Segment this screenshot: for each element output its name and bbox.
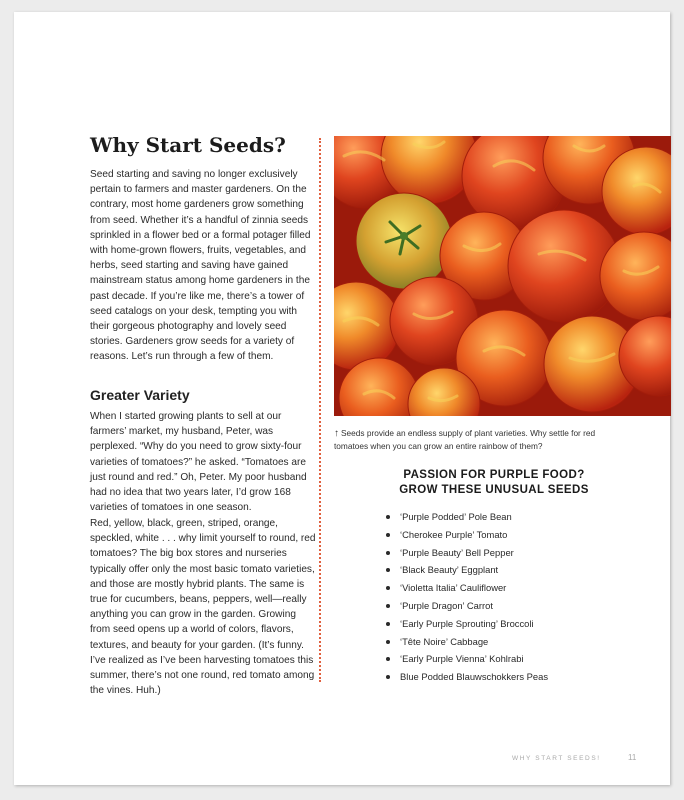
list-item: ‘Early Purple Vienna’ Kohlrabi	[386, 650, 548, 668]
sidebar-title: PASSION FOR PURPLE FOOD? GROW THESE UNUSUAL SEEDS	[399, 469, 589, 496]
list-item: ‘Cherokee Purple’ Tomato	[386, 526, 548, 544]
variety-paragraph-1: When I started growing plants to sell at our farmers’ market, my husband, Peter, was perplexed. “Why do you need to grow sixty-four varieties of tomatoes?” he asked. “Tomatoes are just round and red.” Oh, Peter. My poor husband had no idea that two years later, I’d grow 168 varieties of tomatoes in one season.	[90, 411, 307, 514]
bullet-icon	[386, 622, 390, 626]
list-item: ‘Purple Beauty’ Bell Pepper	[386, 544, 548, 562]
bullet-icon	[386, 675, 390, 679]
list-item: ‘Purple Dragon’ Carrot	[386, 597, 548, 615]
list-item: ‘Violetta Italia’ Cauliflower	[386, 579, 548, 597]
bullet-icon	[386, 515, 390, 519]
bullet-icon	[386, 604, 390, 608]
intro-paragraph: Seed starting and saving no longer exclusively pertain to farmers and master gardeners. On the contrary, most home gardeners grow something from seed. Whether it’s a handful of zinnia seeds sprinkled in a flower bed or a formal potager filled with home-grown flowers, fruits, vegetables, and herbs, seed starting and saving have gained mainstream status among home gardeners in the past decade. If you’re like me, there’s a tower of seed catalogs on your desk, tempting you with their gorgeous photography and lovely seed stories. Gardeners grow seeds for a variety of reasons. Let’s run through a few of them.	[90, 169, 311, 363]
list-item: ‘Black Beauty’ Eggplant	[386, 561, 548, 579]
tomatoes-photo	[334, 136, 671, 416]
page-title: Why Start Seeds?	[90, 133, 286, 157]
list-item: ‘Early Purple Sprouting’ Broccoli	[386, 615, 548, 633]
bullet-icon	[386, 551, 390, 555]
list-item: Blue Podded Blauwschokkers Peas	[386, 668, 548, 686]
page-number: 11	[628, 753, 637, 762]
bullet-icon	[386, 533, 390, 537]
arrow-up-icon: ↑	[334, 428, 339, 439]
photo-caption: ↑ Seeds provide an endless supply of plant varieties. Why settle for red tomatoes when you can grow an entire rainbow of them?	[334, 428, 596, 451]
bullet-icon	[386, 640, 390, 644]
list-item: ‘Purple Podded’ Pole Bean	[386, 508, 548, 526]
bullet-icon	[386, 568, 390, 572]
bullet-icon	[386, 586, 390, 590]
list-item: ‘Tête Noire’ Cabbage	[386, 633, 548, 651]
book-page	[14, 12, 670, 785]
section-subheading: Greater Variety	[90, 387, 190, 403]
running-footer: WHY START SEEDS!	[512, 755, 601, 762]
bullet-icon	[386, 657, 390, 661]
variety-paragraph-2: Red, yellow, black, green, striped, orange, speckled, white . . . why limit yourself to round, red tomatoes? The big box stores and nurseries typically offer only the most basic tomato varieties, and those are mostly hybrid plants. The same is true for cucumbers, beans, peppers, well—really anything you can grow in the garden. Growing from seed opens up a world of colors, flavors, textures, and beauty for your garden. (It’s funny. I’ve realized as I’ve been harvesting tomatoes this summer, there’s not one round, red tomato among the vines. Huh.)	[90, 518, 316, 697]
purple-seed-list	[386, 508, 548, 686]
dotted-column-divider	[319, 138, 321, 682]
